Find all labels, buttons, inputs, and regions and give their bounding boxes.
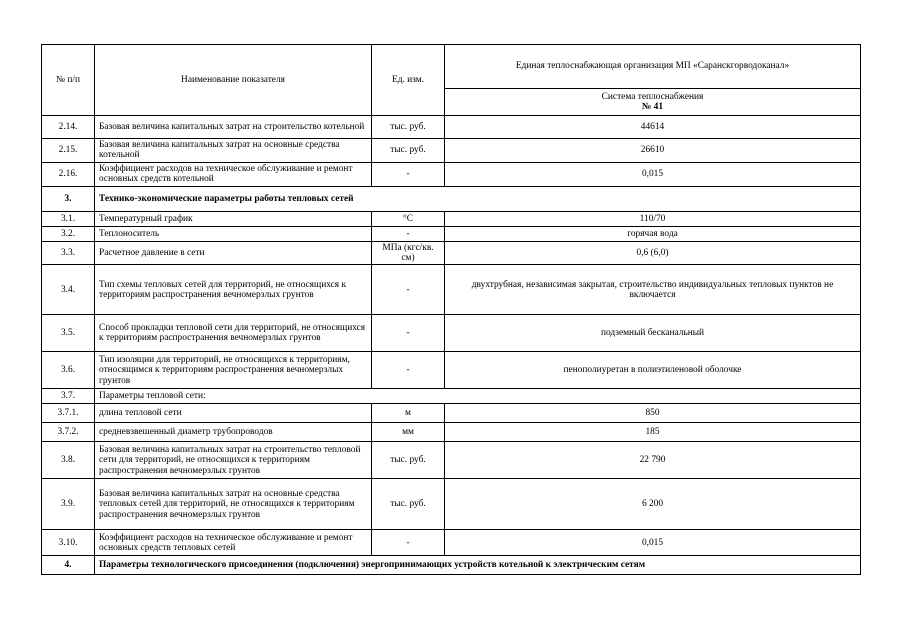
row-value: горячая вода bbox=[445, 226, 861, 241]
row-number: 3.3. bbox=[42, 241, 95, 265]
row-indicator-name: Базовая величина капитальных затрат на строительство тепловой сети для территорий, не относящихся к территориям распространения вечномерзлых грунтов bbox=[95, 442, 372, 479]
table-row bbox=[42, 162, 861, 186]
section-row bbox=[42, 556, 861, 575]
row-indicator-name: длина тепловой сети bbox=[95, 404, 372, 423]
row-value: подземный бесканальный bbox=[445, 315, 861, 352]
table-row bbox=[42, 226, 861, 241]
table-row bbox=[42, 265, 861, 315]
row-value: 850 bbox=[445, 404, 861, 423]
table-row bbox=[42, 241, 861, 265]
row-value: двухтрубная, независимая закрытая, строительство индивидуальных тепловых пунктов не включается bbox=[445, 265, 861, 315]
table-row bbox=[42, 479, 861, 530]
table-row bbox=[42, 423, 861, 442]
row-unit: тыс. руб. bbox=[372, 116, 445, 139]
row-number: 3.7. bbox=[42, 389, 95, 404]
row-unit: - bbox=[372, 530, 445, 556]
row-number: 2.16. bbox=[42, 162, 95, 186]
row-indicator-name: Коэффициент расходов на техническое обслуживание и ремонт основных средств котельной bbox=[95, 162, 372, 186]
header-row bbox=[42, 45, 861, 89]
row-unit: мм bbox=[372, 423, 445, 442]
row-unit: - bbox=[372, 352, 445, 389]
row-unit: тыс. руб. bbox=[372, 479, 445, 530]
row-unit: - bbox=[372, 162, 445, 186]
table-row bbox=[42, 352, 861, 389]
row-value: 0,015 bbox=[445, 530, 861, 556]
header-system-label: Система теплоснабжения bbox=[601, 91, 704, 102]
table-row bbox=[42, 315, 861, 352]
table-row bbox=[42, 116, 861, 139]
parameters-table bbox=[41, 44, 861, 575]
row-number: 3.2. bbox=[42, 226, 95, 241]
header-number: № п/п bbox=[42, 45, 95, 116]
row-unit: тыс. руб. bbox=[372, 139, 445, 163]
row-number: 2.15. bbox=[42, 139, 95, 163]
row-unit: °С bbox=[372, 211, 445, 226]
row-number: 3.5. bbox=[42, 315, 95, 352]
row-unit: - bbox=[372, 226, 445, 241]
row-value: 22 790 bbox=[445, 442, 861, 479]
row-indicator-name: Температурный график bbox=[95, 211, 372, 226]
row-value: 6 200 bbox=[445, 479, 861, 530]
row-indicator-name: Коэффициент расходов на техническое обслуживание и ремонт основных средств тепловых сетей bbox=[95, 530, 372, 556]
row-value: 26610 bbox=[445, 139, 861, 163]
header-indicator-name: Наименование показателя bbox=[95, 45, 372, 116]
table-row bbox=[42, 530, 861, 556]
row-unit: - bbox=[372, 265, 445, 315]
row-number: 3.10. bbox=[42, 530, 95, 556]
header-unit: Ед. изм. bbox=[372, 45, 445, 116]
row-value: 0,015 bbox=[445, 162, 861, 186]
table-row bbox=[42, 211, 861, 226]
section-number: 3. bbox=[42, 186, 95, 211]
row-unit: МПа (кгс/кв. см) bbox=[372, 241, 445, 265]
row-value: 185 bbox=[445, 423, 861, 442]
row-number: 3.1. bbox=[42, 211, 95, 226]
header-system bbox=[445, 89, 861, 116]
section-title: Технико-экономические параметры работы тепловых сетей bbox=[95, 186, 861, 211]
row-number: 3.7.1. bbox=[42, 404, 95, 423]
row-indicator-name: Расчетное давление в сети bbox=[95, 241, 372, 265]
row-indicator-name: средневзвешенный диаметр трубопроводов bbox=[95, 423, 372, 442]
row-number: 3.6. bbox=[42, 352, 95, 389]
row-unit: - bbox=[372, 315, 445, 352]
section-number: 4. bbox=[42, 556, 95, 575]
section-row bbox=[42, 186, 861, 211]
row-number: 2.14. bbox=[42, 116, 95, 139]
table-row bbox=[42, 389, 861, 404]
row-indicator-name: Тип схемы тепловых сетей для территорий, не относящихся к территориям распространения вечномерзлых грунтов bbox=[95, 265, 372, 315]
row-number: 3.8. bbox=[42, 442, 95, 479]
table-body bbox=[42, 45, 861, 575]
row-value: 110/70 bbox=[445, 211, 861, 226]
header-organization: Единая теплоснабжающая организация МП «Саранскгорводоканал» bbox=[445, 45, 861, 89]
row-number: 3.4. bbox=[42, 265, 95, 315]
row-number: 3.7.2. bbox=[42, 423, 95, 442]
row-indicator-name: Тип изоляции для территорий, не относящихся к территориям, относящимся к территориям распространения вечномерзлых грунтов bbox=[95, 352, 372, 389]
row-indicator-name: Базовая величина капитальных затрат на основные средства тепловых сетей для территорий, не относящихся к территориям распространения вечномерзлых грунтов bbox=[95, 479, 372, 530]
row-indicator-name: Базовая величина капитальных затрат на строительство котельной bbox=[95, 116, 372, 139]
row-indicator-name: Теплоноситель bbox=[95, 226, 372, 241]
table-row bbox=[42, 139, 861, 163]
section-title: Параметры технологического присоединения (подключения) энергопринимающих устройств котельной к электрическим сетям bbox=[95, 556, 861, 575]
row-value: пенополиуретан в полиэтиленовой оболочке bbox=[445, 352, 861, 389]
row-unit: тыс. руб. bbox=[372, 442, 445, 479]
table-row bbox=[42, 442, 861, 479]
row-indicator-name: Базовая величина капитальных затрат на основные средства котельной bbox=[95, 139, 372, 163]
row-unit: м bbox=[372, 404, 445, 423]
table-row bbox=[42, 404, 861, 423]
row-indicator-name: Параметры тепловой сети: bbox=[95, 389, 861, 404]
row-value: 0,6 (6,0) bbox=[445, 241, 861, 265]
header-system-number: № 41 bbox=[641, 102, 664, 112]
row-value: 44614 bbox=[445, 116, 861, 139]
row-indicator-name: Способ прокладки тепловой сети для территорий, не относящихся к территориям распространения вечномерзлых грунтов bbox=[95, 315, 372, 352]
row-number: 3.9. bbox=[42, 479, 95, 530]
